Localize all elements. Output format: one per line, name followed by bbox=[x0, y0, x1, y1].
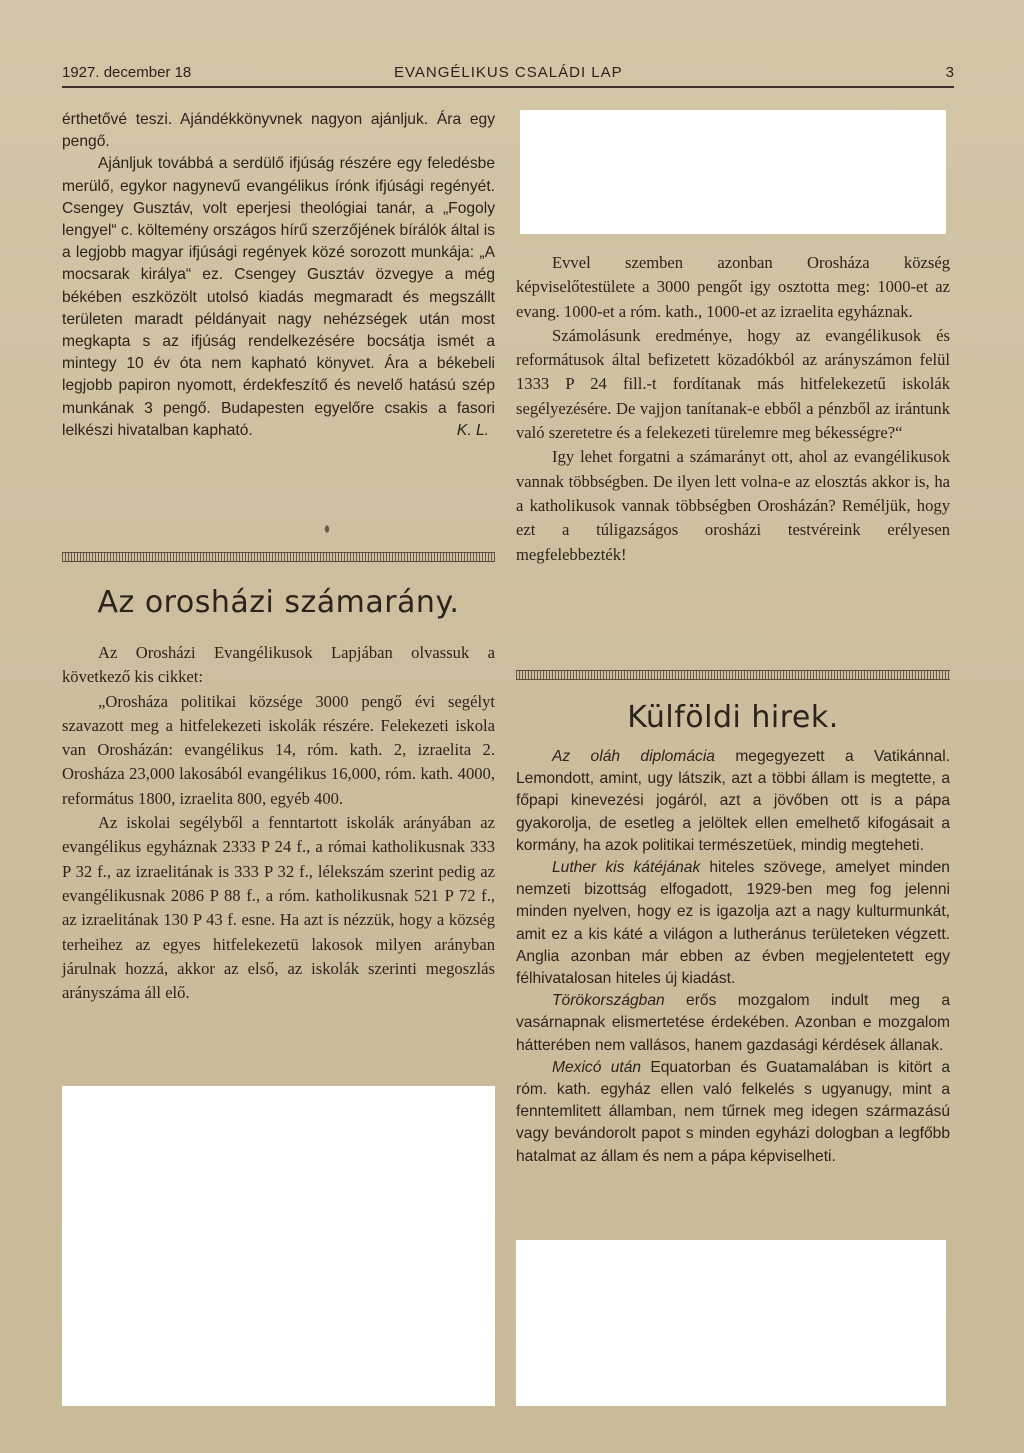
article-heading: Külföldi hirek. bbox=[627, 700, 839, 735]
article-paragraph: Evvel szemben azonban Orosháza község képviselőtestülete a 3000 pengőt igy osztotta meg: 1000-et az evang. 1000-et a róm. kath., 1000-et az izraelita egyháznak. bbox=[516, 253, 950, 321]
article-paragraph: Az Orosházi Evangélikusok Lapjában olvassuk a következő kis cikket: bbox=[62, 643, 495, 687]
section-divider bbox=[62, 552, 495, 562]
article-heading: Az orosházi számarány. bbox=[97, 585, 460, 620]
issue-date: 1927. december 18 bbox=[62, 64, 192, 81]
news-item: Az oláh diplomácia megegyezett a Vatikánnal. Lemondott, amint, ugy látszik, azt a többi állam is megtette, a főpapi kinevezési jogáról, azt a jövőben ott is a pápa gyakorolja, de esetleg a jelöltek ellen emelhető kifogásait a kormány, ha azok politikai természetüek, mindig megteheti. bbox=[516, 748, 950, 854]
header-rule bbox=[62, 86, 954, 88]
page-header bbox=[62, 60, 954, 86]
article-paragraph: Igy lehet forgatni a számarányt ott, ahol az evangélikusok vannak többségben. De ilyen lett volna-e az elosztás akkor is, ha a katholikusok vannak többségben Orosházán? Reméljük, hogy ezt a túligazságos orosházi testvéreink erélyesen megfelebbezték! bbox=[516, 447, 950, 564]
news-item: Törökországban erős mozgalom indult meg a vasárnapnak elismertetése érdekében. Azonban e mozgalom hátterében nem vallásos, hanem gazdasági kérdések állanak. bbox=[516, 992, 950, 1054]
ornament-icon bbox=[322, 524, 332, 534]
review-paragraph: Ajánljuk továbbá a serdülő ifjúság részére egy feledésbe merülő, egykor nagynevű evangélikus írónk ifjúsági regényét. Csengey Gusztáv, volt eperjesi theológiai tanár, a „Fogoly lengyel“ c. költemény országos hírű szerzőjének bírálók által is a legjobb magyar ifjúsági regények közé sorozott munkája: „A mocsarak királya“ ez. Csengey Gusztáv özvegye a még békében eszközölt utolsó kiadás megmaradt és megszállt területen maradt példányait nagy nehézségek után most megkapta s az ifjúság rendelkezésére bocsátja ismét a mintegy 10 év óta nem kapható könyvet. Ára a békebeli legjobb papiron nyomott, érdekfeszítő és nevelő hatású szép munkának 3 pengő. Budapesten egyelőre csakis a fasori lelkészi hivatalban kapható. K. L. bbox=[62, 153, 495, 442]
article-paragraph: Az iskolai segélyből a fenntartott iskolák arányában az evangélikus egyháznak 2333 P 24 f., a római katholikusnak 333 P 32 f., az izraelitának is 333 P 32 f., lélekszám szerint pedig az evangélikusnak 2086 P 88 f., a róm. katholikusnak 521 P 72 f., az izraelitának 130 P 43 f. esne. Ha azt is nézzük, hogy a község terheihez az egyes hitfelekezetü lakosok milyen arányban járulnak hozzá, akkor az első, az iskolák szerinti megoszlás arányszáma áll elő. bbox=[62, 813, 495, 1003]
news-item: Luther kis kátéjának hiteles szövege, amelyet minden nemzeti bizottság elfogadott, 1929-ben meg fog jelenni minden nyelven, hogy ez is igazolja azt a nagy kulturmunkát, amit ez a kis káté a világon a lutheránus területeken végzett. Anglia azonban már ebben az évben megjelentetett egy félhivatalosan hiteles új kiadást. bbox=[516, 859, 950, 988]
article-body-right bbox=[516, 251, 950, 567]
foreign-news-section bbox=[516, 746, 950, 1168]
article-paragraph: Számolásunk eredménye, hogy az evangélikusok és reformátusok által befizetett közadókból az arányszámon felül 1333 P 24 fill.-t fordítanak más hitfelekezetű iskolák segélyezésére. De vajjon tanítanak-e ebből a pénzből az irántunk való szeretetre és a felekezeti türelemre meg békességre?“ bbox=[516, 325, 950, 443]
blank-image-area bbox=[520, 110, 946, 234]
author-signature: K. L. bbox=[456, 421, 489, 439]
page-number: 3 bbox=[945, 64, 954, 81]
blank-image-area bbox=[516, 1240, 946, 1406]
article-body-left bbox=[62, 641, 495, 1005]
publication-title: EVANGÉLIKUS CSALÁDI LAP bbox=[394, 64, 623, 81]
section-divider bbox=[516, 670, 950, 680]
blank-image-area bbox=[62, 1086, 495, 1406]
article-paragraph: „Orosháza politikai községe 3000 pengő évi segélyt szavazott meg a hitfelekezeti iskolák részére. Felekezeti iskola van Orosházán: evangélikus 14, róm. kath. 2, izraelita 2. Orosháza 23,000 lakosából evangélikus 16,000, róm. kath. 4000, református 1800, izraelita 800, egyéb 400. bbox=[62, 691, 495, 808]
book-review-section bbox=[62, 109, 495, 442]
review-paragraph: érthetővé teszi. Ajándékkönyvnek nagyon ajánljuk. Ára egy pengő. bbox=[62, 111, 495, 151]
news-item: Mexicó után Equatorban és Guatamalában is kitört a róm. kath. egyház ellen való felkelés s ugyanugy, mint a fenntemlitett államban, nem tűrnek meg idegen származású vagy bevándorolt papot s minden egyházi dologban a legfőbb hatalmat az állam és nem a pápa képviselheti. bbox=[516, 1058, 950, 1165]
